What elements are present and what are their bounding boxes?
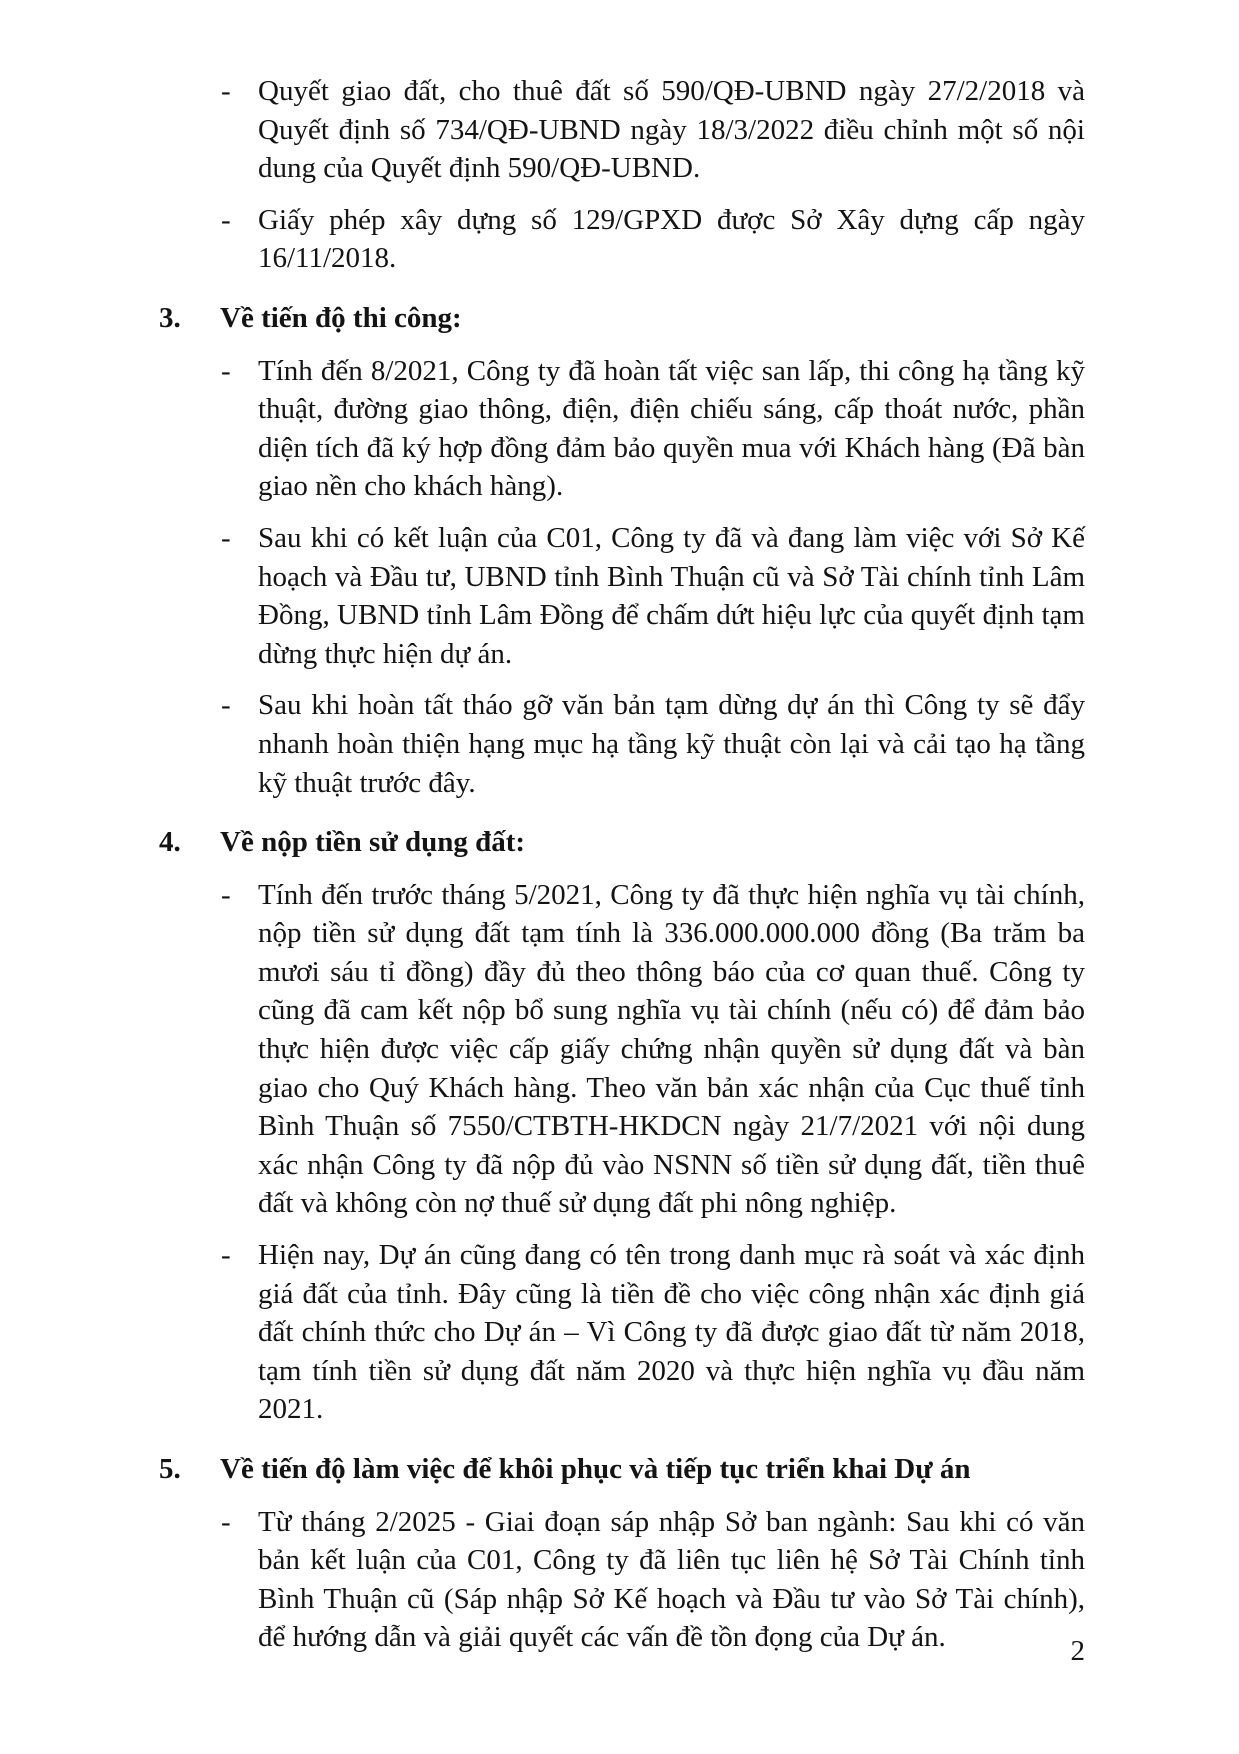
section-heading xyxy=(159,299,1239,338)
bullet-dash: - xyxy=(221,1239,231,1272)
section-land-use-fee xyxy=(0,823,1239,1429)
section-title: Về nộp tiền sử dụng đất: xyxy=(220,826,526,859)
list-item xyxy=(220,686,1085,802)
bullet-dash: - xyxy=(221,878,231,911)
section-number: 3. xyxy=(159,301,181,334)
list-item xyxy=(220,1503,1085,1657)
document-body xyxy=(0,72,1239,1670)
page-number: 2 xyxy=(1070,1635,1085,1667)
bullet-text: Tính đến trước tháng 5/2021, Công ty đã thực hiện nghĩa vụ tài chính, nộp tiền sử dụng đất tạm tính là 336.000.000.000 đồng (Ba trăm ba mươi sáu tỉ đồng) đầy đủ theo thông báo của cơ quan thuế. Công ty cũng đã cam kết nộp bổ sung nghĩa vụ tài chính (nếu có) để đảm bảo thực hiện được việc cấp giấy chứng nhận quyền sử dụng đất và bàn giao cho Quý Khách hàng. Theo văn bản xác nhận của Cục thuế tỉnh Bình Thuận số 7550/CTBTH-HKDCN ngày 21/7/2021 với nội dung xác nhận Công ty đã nộp đủ vào NSNN số tiền sử dụng đất, tiền thuê đất và không còn nợ thuế sử dụng đất phi nông nghiệp. xyxy=(258,878,1085,1220)
section-construction-progress xyxy=(0,299,1239,802)
section-title: Về tiến độ thi công: xyxy=(220,301,462,334)
bullet-text: Quyết giao đất, cho thuê đất số 590/QĐ-UBND ngày 27/2/2018 và Quyết định số 734/QĐ-UBND ngày 18/3/2022 điều chỉnh một số nội dung của Quyết định 590/QĐ-UBND. xyxy=(258,75,1085,185)
bullet-text: Sau khi có kết luận của C01, Công ty đã và đang làm việc với Sở Kế hoạch và Đầu tư, UBND tỉnh Bình Thuận cũ và Sở Tài chính tỉnh Lâm Đồng, UBND tỉnh Lâm Đồng để chấm dứt hiệu lực của quyết định tạm dừng thực hiện dự án. xyxy=(258,521,1085,670)
bullet-dash: - xyxy=(221,203,231,236)
bullet-dash: - xyxy=(221,1505,231,1538)
bullet-dash: - xyxy=(221,354,231,387)
section-heading xyxy=(159,823,1239,862)
bullet-dash: - xyxy=(221,521,231,554)
list-item xyxy=(220,876,1085,1223)
bullet-text: Sau khi hoàn tất tháo gỡ văn bản tạm dừng dự án thì Công ty sẽ đẩy nhanh hoàn thiện hạng mục hạ tầng kỹ thuật còn lại và cải tạo hạ tầng kỹ thuật trước đây. xyxy=(258,689,1085,799)
section-number: 4. xyxy=(159,826,181,859)
list-item xyxy=(220,352,1085,506)
bullet-text: Từ tháng 2/2025 - Giai đoạn sáp nhập Sở ban ngành: Sau khi có văn bản kết luận của C01, Công ty đã liên tục liên hệ Sở Tài Chính tỉnh Bình Thuận cũ (Sáp nhập Sở Kế hoạch và Đầu tư vào Sở Tài chính), để hướng dẫn và giải quyết các vấn đề tồn đọng của Dự án. xyxy=(258,1505,1085,1654)
list-item xyxy=(220,1236,1085,1429)
bullet-dash: - xyxy=(221,75,231,107)
bullet-text: Hiện nay, Dự án cũng đang có tên trong danh mục rà soát và xác định giá đất của tỉnh. Đây cũng là tiền đề cho việc công nhận xác định giá đất chính thức cho Dự án – Vì Công ty đã được giao đất từ năm 2018, tạm tính tiền sử dụng đất năm 2020 và thực hiện nghĩa vụ đầu năm 2021. xyxy=(258,1239,1085,1426)
list-item xyxy=(220,72,1085,188)
bullet-dash: - xyxy=(221,689,231,722)
list-item xyxy=(220,519,1085,673)
list-item xyxy=(220,201,1085,278)
bullet-text: Tính đến 8/2021, Công ty đã hoàn tất việc san lấp, thi công hạ tầng kỹ thuật, đường giao thông, điện, điện chiếu sáng, cấp thoát nước, phần diện tích đã ký hợp đồng đảm bảo quyền mua với Khách hàng (Đã bàn giao nền cho khách hàng). xyxy=(258,354,1085,503)
section-title: Về tiến độ làm việc để khôi phục và tiếp tục triển khai Dự án xyxy=(220,1453,971,1485)
section-heading xyxy=(159,1450,1239,1489)
section-project-resumption xyxy=(0,1450,1239,1657)
section-number: 5. xyxy=(159,1453,181,1485)
bullet-text: Giấy phép xây dựng số 129/GPXD được Sở Xây dựng cấp ngày 16/11/2018. xyxy=(258,203,1085,275)
